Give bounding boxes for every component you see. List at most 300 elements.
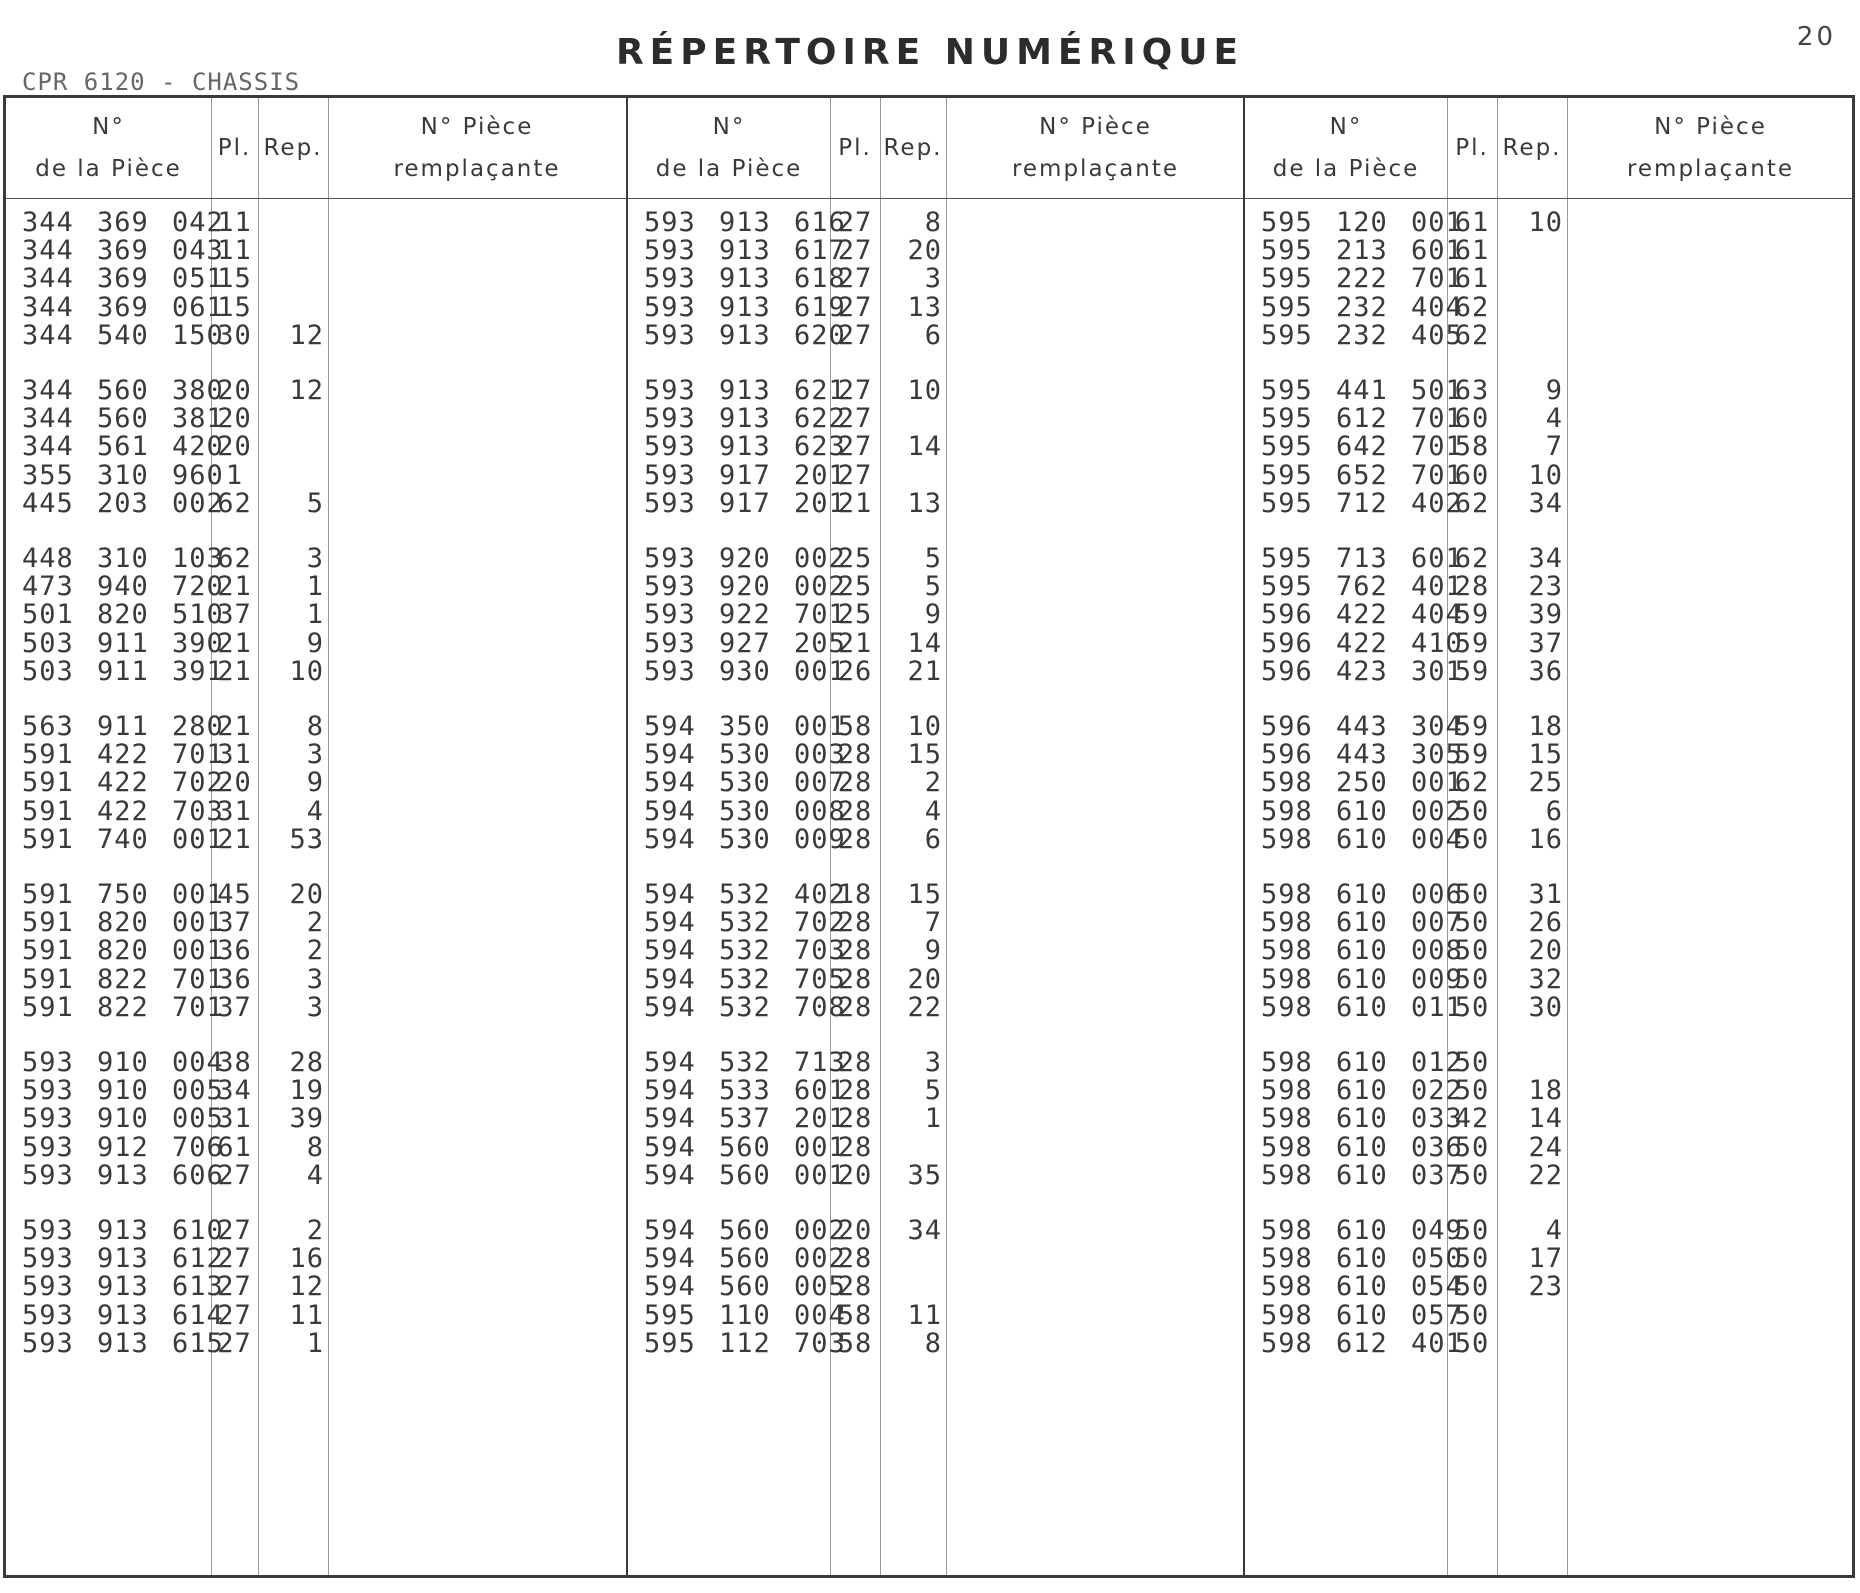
part-number: 598 610 022 xyxy=(1261,1075,1463,1107)
table-row xyxy=(1245,1327,1852,1360)
plate-number: 61 xyxy=(1454,235,1490,267)
reference-number: 6 xyxy=(1545,795,1563,827)
plate-number: 50 xyxy=(1454,1243,1490,1275)
part-number: 593 910 004 xyxy=(22,1047,224,1078)
reference-number: 4 xyxy=(924,795,942,827)
part-number: 593 913 617 xyxy=(644,235,846,267)
reference-number: 10 xyxy=(1528,207,1563,238)
part-number: 344 369 042 xyxy=(22,207,224,238)
plate-number: 50 xyxy=(1454,907,1490,939)
reference-number: 36 xyxy=(1528,655,1563,687)
part-number: 598 610 050 xyxy=(1261,1243,1463,1275)
part-number: 563 911 280 xyxy=(22,711,224,742)
part-number: 593 917 201 xyxy=(644,459,846,491)
plate-number: 62 xyxy=(217,487,252,519)
reference-number: 35 xyxy=(907,1159,942,1191)
part-number: 593 913 623 xyxy=(644,431,846,463)
plate-number: 20 xyxy=(217,767,252,799)
reference-number: 23 xyxy=(1528,571,1563,603)
part-number: 596 423 301 xyxy=(1261,655,1463,687)
part-number: 344 560 380 xyxy=(22,375,224,406)
header-label: N° Pièce xyxy=(420,114,534,140)
reference-number: 11 xyxy=(907,1299,942,1331)
reference-number: 9 xyxy=(924,599,942,631)
part-number: 598 610 054 xyxy=(1261,1271,1463,1303)
header-replacement-part xyxy=(1567,98,1854,198)
plate-number: 28 xyxy=(837,767,873,799)
plate-number: 36 xyxy=(217,935,252,967)
plate-number: 26 xyxy=(837,655,873,687)
plate-number: 62 xyxy=(217,543,252,574)
plate-number: 27 xyxy=(837,403,873,435)
part-number: 344 540 150 xyxy=(22,319,224,351)
part-number: 598 610 037 xyxy=(1261,1159,1463,1191)
part-number: 598 610 036 xyxy=(1261,1131,1463,1163)
table-row xyxy=(628,1327,1243,1360)
part-number: 598 610 012 xyxy=(1261,1047,1463,1078)
plate-number: 25 xyxy=(837,599,873,631)
plate-number: 50 xyxy=(1454,879,1490,910)
header-part-number xyxy=(6,98,211,198)
reference-number: 4 xyxy=(1545,403,1563,435)
header-label: remplaçante xyxy=(1011,156,1180,182)
reference-number: 10 xyxy=(289,655,324,687)
part-number: 355 310 960 xyxy=(22,459,224,491)
reference-number: 17 xyxy=(1528,1243,1563,1275)
part-number: 595 232 404 xyxy=(1261,291,1463,323)
reference-number: 5 xyxy=(924,571,942,603)
part-number: 593 912 706 xyxy=(22,1131,224,1163)
reference-number: 15 xyxy=(907,739,942,771)
part-number: 344 369 061 xyxy=(22,291,224,323)
part-number: 594 537 201 xyxy=(644,1103,846,1135)
table-row xyxy=(628,823,1243,856)
table-row xyxy=(6,487,626,520)
plate-number: 27 xyxy=(217,1299,252,1331)
page-number: 20 xyxy=(1796,22,1836,52)
plate-number: 50 xyxy=(1454,991,1490,1023)
header-label: de la Pièce xyxy=(655,156,803,182)
header-reference xyxy=(1497,98,1567,198)
header-label: de la Pièce xyxy=(1272,156,1420,182)
reference-number: 8 xyxy=(924,1327,942,1359)
plate-number: 58 xyxy=(837,1327,873,1359)
plate-number: 28 xyxy=(837,907,873,939)
header-label: N° xyxy=(1329,114,1363,140)
parts-table xyxy=(3,95,1855,1578)
part-number: 593 913 619 xyxy=(644,291,846,323)
part-number: 593 913 616 xyxy=(644,207,846,238)
table-row xyxy=(628,655,1243,688)
plate-number: 50 xyxy=(1454,1131,1490,1163)
plate-number: 27 xyxy=(217,1271,252,1303)
reference-number: 15 xyxy=(907,879,942,910)
reference-number: 2 xyxy=(306,935,324,967)
plate-number: 58 xyxy=(1454,431,1490,463)
plate-number: 27 xyxy=(837,207,873,238)
part-number: 594 533 601 xyxy=(644,1075,846,1107)
part-number: 598 250 001 xyxy=(1261,767,1463,799)
reference-number: 3 xyxy=(924,263,942,295)
reference-number: 20 xyxy=(907,963,942,995)
plate-number: 28 xyxy=(837,991,873,1023)
part-number: 598 610 002 xyxy=(1261,795,1463,827)
part-number: 593 927 205 xyxy=(644,627,846,659)
part-number: 344 561 420 xyxy=(22,431,224,463)
part-number: 596 422 404 xyxy=(1261,599,1463,631)
plate-number: 31 xyxy=(217,795,252,827)
reference-number: 4 xyxy=(306,795,324,827)
reference-number: 18 xyxy=(1528,1075,1563,1107)
plate-number: 28 xyxy=(837,1047,873,1078)
header-label: de la Pièce xyxy=(35,156,182,182)
plate-number: 62 xyxy=(1454,319,1490,351)
plate-number: 28 xyxy=(837,823,873,855)
reference-number: 23 xyxy=(1528,1271,1563,1303)
part-number: 593 910 005 xyxy=(22,1103,224,1135)
header-label: Pl. xyxy=(838,135,872,161)
part-number: 595 232 405 xyxy=(1261,319,1463,351)
table-row xyxy=(6,319,626,352)
reference-number: 9 xyxy=(924,935,942,967)
reference-number: 12 xyxy=(289,375,324,406)
plate-number: 27 xyxy=(837,319,873,351)
part-number: 595 112 703 xyxy=(644,1327,846,1359)
reference-number: 9 xyxy=(306,627,324,659)
reference-number: 3 xyxy=(306,963,324,995)
plate-number: 27 xyxy=(837,431,873,463)
header-label: N° Pièce xyxy=(1654,114,1767,140)
reference-number: 12 xyxy=(289,319,324,351)
plate-number: 59 xyxy=(1454,599,1490,631)
plate-number: 28 xyxy=(1454,571,1490,603)
reference-number: 1 xyxy=(306,1327,324,1359)
part-number: 473 940 720 xyxy=(22,571,224,603)
part-number: 594 560 001 xyxy=(644,1131,846,1163)
plate-number: 61 xyxy=(1454,207,1490,238)
part-number: 593 913 622 xyxy=(644,403,846,435)
header-label: Rep. xyxy=(263,135,323,161)
part-number: 595 652 701 xyxy=(1261,459,1463,491)
reference-number: 20 xyxy=(1528,935,1563,967)
reference-number: 21 xyxy=(907,655,942,687)
part-number: 593 913 620 xyxy=(644,319,846,351)
part-number: 593 913 615 xyxy=(22,1327,224,1359)
plate-number: 42 xyxy=(1454,1103,1490,1135)
part-number: 594 532 702 xyxy=(644,907,846,939)
table-row xyxy=(1245,655,1852,688)
part-number: 591 820 001 xyxy=(22,935,224,967)
part-number: 594 530 003 xyxy=(644,739,846,771)
table-row xyxy=(628,487,1243,520)
reference-number: 20 xyxy=(907,235,942,267)
reference-number: 9 xyxy=(306,767,324,799)
reference-number: 15 xyxy=(1528,739,1563,771)
reference-number: 34 xyxy=(1528,543,1563,574)
reference-number: 13 xyxy=(907,291,942,323)
header-reference xyxy=(880,98,946,198)
part-number: 501 820 510 xyxy=(22,599,224,631)
header-label: Pl. xyxy=(217,135,252,161)
reference-number: 19 xyxy=(289,1075,324,1107)
plate-number: 50 xyxy=(1454,823,1490,855)
reference-number: 16 xyxy=(289,1243,324,1275)
reference-number: 5 xyxy=(306,487,324,519)
part-number: 595 120 001 xyxy=(1261,207,1463,238)
reference-number: 6 xyxy=(924,823,942,855)
part-number: 594 560 002 xyxy=(644,1243,846,1275)
part-number: 591 422 702 xyxy=(22,767,224,799)
plate-number: 59 xyxy=(1454,711,1490,742)
part-number: 594 350 001 xyxy=(644,711,846,742)
part-number: 591 422 703 xyxy=(22,795,224,827)
plate-number: 37 xyxy=(217,991,252,1023)
header-part-number xyxy=(1245,98,1447,198)
part-number: 593 913 613 xyxy=(22,1271,224,1303)
page-title: RÉPERTOIRE NUMÉRIQUE xyxy=(615,32,1245,73)
plate-number: 20 xyxy=(217,431,252,463)
plate-number: 28 xyxy=(837,1131,873,1163)
part-number: 503 911 391 xyxy=(22,655,224,687)
plate-number: 60 xyxy=(1454,403,1490,435)
plate-number: 27 xyxy=(217,1327,252,1359)
part-number: 593 930 001 xyxy=(644,655,846,687)
part-number: 595 762 401 xyxy=(1261,571,1463,603)
plate-number: 15 xyxy=(217,263,252,295)
reference-number: 14 xyxy=(1528,1103,1563,1135)
part-number: 593 913 614 xyxy=(22,1299,224,1331)
part-number: 596 443 304 xyxy=(1261,711,1463,742)
part-number: 596 443 305 xyxy=(1261,739,1463,771)
part-number: 594 530 009 xyxy=(644,823,846,855)
part-number: 598 610 007 xyxy=(1261,907,1463,939)
part-number: 593 913 621 xyxy=(644,375,846,406)
plate-number: 50 xyxy=(1454,1271,1490,1303)
part-number: 595 713 601 xyxy=(1261,543,1463,574)
reference-number: 31 xyxy=(1528,879,1563,910)
reference-number: 25 xyxy=(1528,767,1563,799)
reference-number: 24 xyxy=(1528,1131,1563,1163)
part-number: 593 913 612 xyxy=(22,1243,224,1275)
table-row xyxy=(6,991,626,1024)
plate-number: 50 xyxy=(1454,1215,1490,1246)
part-number: 593 917 201 xyxy=(644,487,846,519)
plate-number: 34 xyxy=(217,1075,252,1107)
reference-number: 1 xyxy=(306,599,324,631)
part-number: 593 922 701 xyxy=(644,599,846,631)
part-number: 595 213 601 xyxy=(1261,235,1463,267)
table-row xyxy=(628,991,1243,1024)
reference-number: 3 xyxy=(924,1047,942,1078)
part-number: 595 222 701 xyxy=(1261,263,1463,295)
plate-number: 1 xyxy=(225,459,244,491)
part-number: 344 560 381 xyxy=(22,403,224,435)
plate-number: 28 xyxy=(837,935,873,967)
reference-number: 22 xyxy=(1528,1159,1563,1191)
part-number: 593 920 002 xyxy=(644,543,846,574)
plate-number: 45 xyxy=(217,879,252,910)
plate-number: 31 xyxy=(217,1103,252,1135)
header-rule xyxy=(6,198,626,199)
header-plate xyxy=(1447,98,1497,198)
plate-number: 50 xyxy=(1454,1299,1490,1331)
plate-number: 58 xyxy=(837,711,873,742)
plate-number: 62 xyxy=(1454,291,1490,323)
header-label: Rep. xyxy=(883,135,943,161)
part-number: 594 532 402 xyxy=(644,879,846,910)
plate-number: 28 xyxy=(837,795,873,827)
reference-number: 30 xyxy=(1528,991,1563,1023)
plate-number: 63 xyxy=(1454,375,1490,406)
plate-number: 61 xyxy=(1454,263,1490,295)
plate-number: 62 xyxy=(1454,543,1490,574)
plate-number: 21 xyxy=(837,627,873,659)
part-number: 594 560 005 xyxy=(644,1271,846,1303)
table-row xyxy=(1245,487,1852,520)
part-number: 593 913 618 xyxy=(644,263,846,295)
plate-number: 27 xyxy=(217,1159,252,1191)
plate-number: 36 xyxy=(217,963,252,995)
plate-number: 30 xyxy=(217,319,252,351)
table-row xyxy=(6,823,626,856)
plate-number: 50 xyxy=(1454,1159,1490,1191)
header-replacement-part xyxy=(328,98,626,198)
reference-number: 37 xyxy=(1528,627,1563,659)
part-number: 594 532 705 xyxy=(644,963,846,995)
plate-number: 27 xyxy=(837,459,873,491)
reference-number: 22 xyxy=(907,991,942,1023)
part-number: 591 820 001 xyxy=(22,907,224,939)
plate-number: 20 xyxy=(217,375,252,406)
header-label: remplaçante xyxy=(1626,156,1795,182)
part-number: 598 610 004 xyxy=(1261,823,1463,855)
plate-number: 62 xyxy=(1454,487,1490,519)
part-number: 598 610 008 xyxy=(1261,935,1463,967)
part-number: 595 712 402 xyxy=(1261,487,1463,519)
reference-number: 10 xyxy=(1528,459,1563,491)
table-row xyxy=(6,1327,626,1360)
header-rule xyxy=(628,198,1245,199)
plate-number: 21 xyxy=(217,571,252,603)
reference-number: 3 xyxy=(306,739,324,771)
part-number: 593 910 005 xyxy=(22,1075,224,1107)
reference-number: 26 xyxy=(1528,907,1563,939)
reference-number: 14 xyxy=(907,431,942,463)
plate-number: 25 xyxy=(837,543,873,574)
reference-number: 32 xyxy=(1528,963,1563,995)
table-row xyxy=(1245,823,1852,856)
part-number: 593 913 606 xyxy=(22,1159,224,1191)
plate-number: 28 xyxy=(837,1243,873,1275)
part-number: 598 610 033 xyxy=(1261,1103,1463,1135)
reference-number: 8 xyxy=(924,207,942,238)
part-number: 598 610 011 xyxy=(1261,991,1463,1023)
reference-number: 1 xyxy=(924,1103,942,1135)
plate-number: 37 xyxy=(217,599,252,631)
reference-number: 10 xyxy=(907,711,942,742)
plate-number: 62 xyxy=(1454,767,1490,799)
plate-number: 50 xyxy=(1454,1047,1490,1078)
part-number: 598 610 049 xyxy=(1261,1215,1463,1246)
plate-number: 58 xyxy=(837,1299,873,1331)
header-label: remplaçante xyxy=(393,156,561,182)
table-row xyxy=(6,655,626,688)
plate-number: 28 xyxy=(837,963,873,995)
part-number: 598 610 006 xyxy=(1261,879,1463,910)
reference-number: 2 xyxy=(306,1215,324,1246)
table-row xyxy=(1245,319,1852,352)
reference-number: 53 xyxy=(289,823,324,855)
header-reference xyxy=(258,98,328,198)
part-number: 598 610 057 xyxy=(1261,1299,1463,1331)
part-number: 595 612 701 xyxy=(1261,403,1463,435)
plate-number: 18 xyxy=(837,879,873,910)
part-number: 595 441 501 xyxy=(1261,375,1463,406)
reference-number: 20 xyxy=(289,879,324,910)
plate-number: 31 xyxy=(217,739,252,771)
plate-number: 28 xyxy=(837,1075,873,1107)
reference-number: 14 xyxy=(907,627,942,659)
table-section xyxy=(6,98,626,1575)
reference-number: 3 xyxy=(306,543,324,574)
part-number: 594 560 002 xyxy=(644,1215,846,1246)
reference-number: 7 xyxy=(924,907,942,939)
reference-number: 3 xyxy=(306,991,324,1023)
reference-number: 10 xyxy=(907,375,942,406)
table-row xyxy=(1245,1159,1852,1192)
plate-number: 11 xyxy=(217,235,252,267)
reference-number: 1 xyxy=(306,571,324,603)
plate-number: 50 xyxy=(1454,1075,1490,1107)
part-number: 445 203 002 xyxy=(22,487,224,519)
plate-number: 21 xyxy=(217,655,252,687)
header-replacement-part xyxy=(946,98,1245,198)
reference-number: 34 xyxy=(1528,487,1563,519)
plate-number: 21 xyxy=(217,823,252,855)
plate-number: 50 xyxy=(1454,935,1490,967)
plate-number: 27 xyxy=(837,291,873,323)
plate-number: 60 xyxy=(1454,459,1490,491)
plate-number: 27 xyxy=(837,263,873,295)
plate-number: 20 xyxy=(837,1159,873,1191)
header-plate xyxy=(211,98,258,198)
reference-number: 28 xyxy=(289,1047,324,1078)
plate-number: 59 xyxy=(1454,739,1490,771)
header-part-number xyxy=(628,98,830,198)
header-label: Pl. xyxy=(1455,135,1489,161)
part-number: 595 642 701 xyxy=(1261,431,1463,463)
header-label: N° xyxy=(712,114,746,140)
table-section xyxy=(626,98,1243,1575)
plate-number: 21 xyxy=(837,487,873,519)
part-number: 503 911 390 xyxy=(22,627,224,659)
part-number: 594 530 007 xyxy=(644,767,846,799)
part-number: 595 110 004 xyxy=(644,1299,846,1331)
reference-number: 9 xyxy=(1545,375,1563,406)
header-label: N° Pièce xyxy=(1039,114,1152,140)
reference-number: 39 xyxy=(1528,599,1563,631)
plate-number: 37 xyxy=(217,907,252,939)
plate-number: 21 xyxy=(217,711,252,742)
plate-number: 20 xyxy=(217,403,252,435)
reference-number: 2 xyxy=(306,907,324,939)
plate-number: 15 xyxy=(217,291,252,323)
header-rule xyxy=(1245,198,1854,199)
reference-number: 16 xyxy=(1528,823,1563,855)
plate-number: 27 xyxy=(217,1215,252,1246)
table-section xyxy=(1243,98,1852,1575)
part-number: 593 920 002 xyxy=(644,571,846,603)
